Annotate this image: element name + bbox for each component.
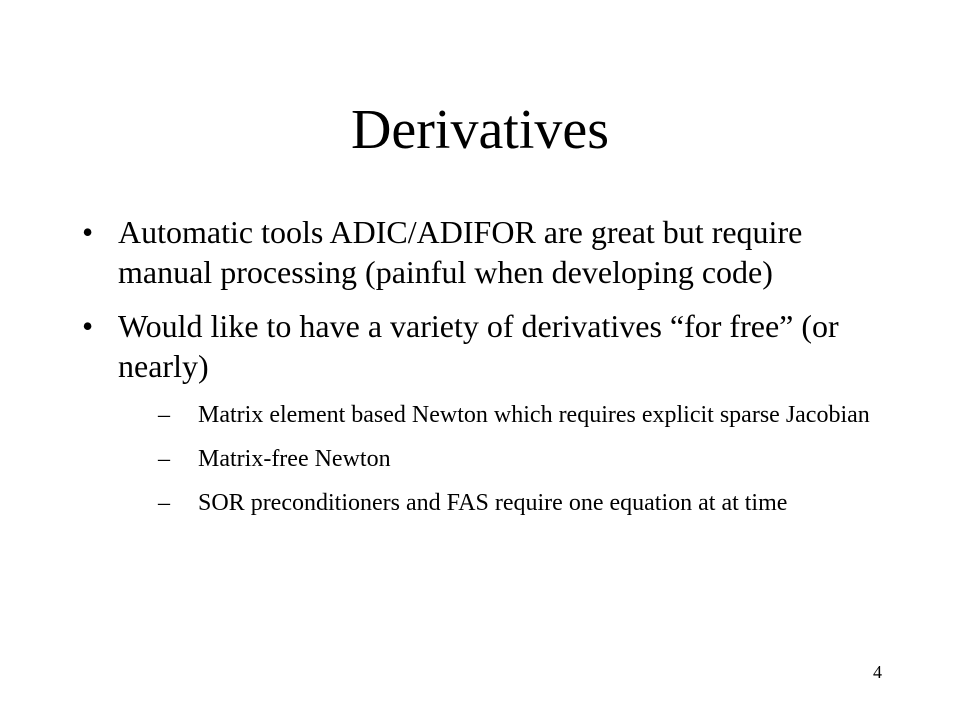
bullet-text: Automatic tools ADIC/ADIFOR are great but require manual processing (painful when developing code) — [118, 214, 803, 290]
slide-title: Derivatives — [350, 99, 610, 161]
page-number: 4 — [873, 662, 882, 682]
sub-bullet-marker: – — [158, 402, 170, 428]
sub-bullet-list — [118, 400, 882, 518]
sub-bullet-text: SOR preconditioners and FAS require one equation at at time — [198, 490, 788, 516]
bullet-list — [82, 212, 882, 532]
sub-bullet-item — [158, 488, 882, 518]
sub-bullet-marker: – — [158, 446, 170, 472]
bullet-marker: • — [82, 308, 94, 344]
sub-bullet-text: Matrix-free Newton — [198, 446, 391, 472]
bullet-item — [82, 306, 882, 518]
sub-bullet-marker: – — [158, 490, 170, 516]
sub-bullet-item — [158, 444, 882, 474]
sub-bullet-item — [158, 400, 882, 430]
bullet-item — [82, 212, 882, 292]
bullet-marker: • — [82, 214, 94, 250]
bullet-text: Would like to have a variety of derivatives “for free” (or nearly) — [118, 308, 839, 384]
sub-bullet-text: Matrix element based Newton which requires explicit sparse Jacobian — [198, 402, 870, 428]
